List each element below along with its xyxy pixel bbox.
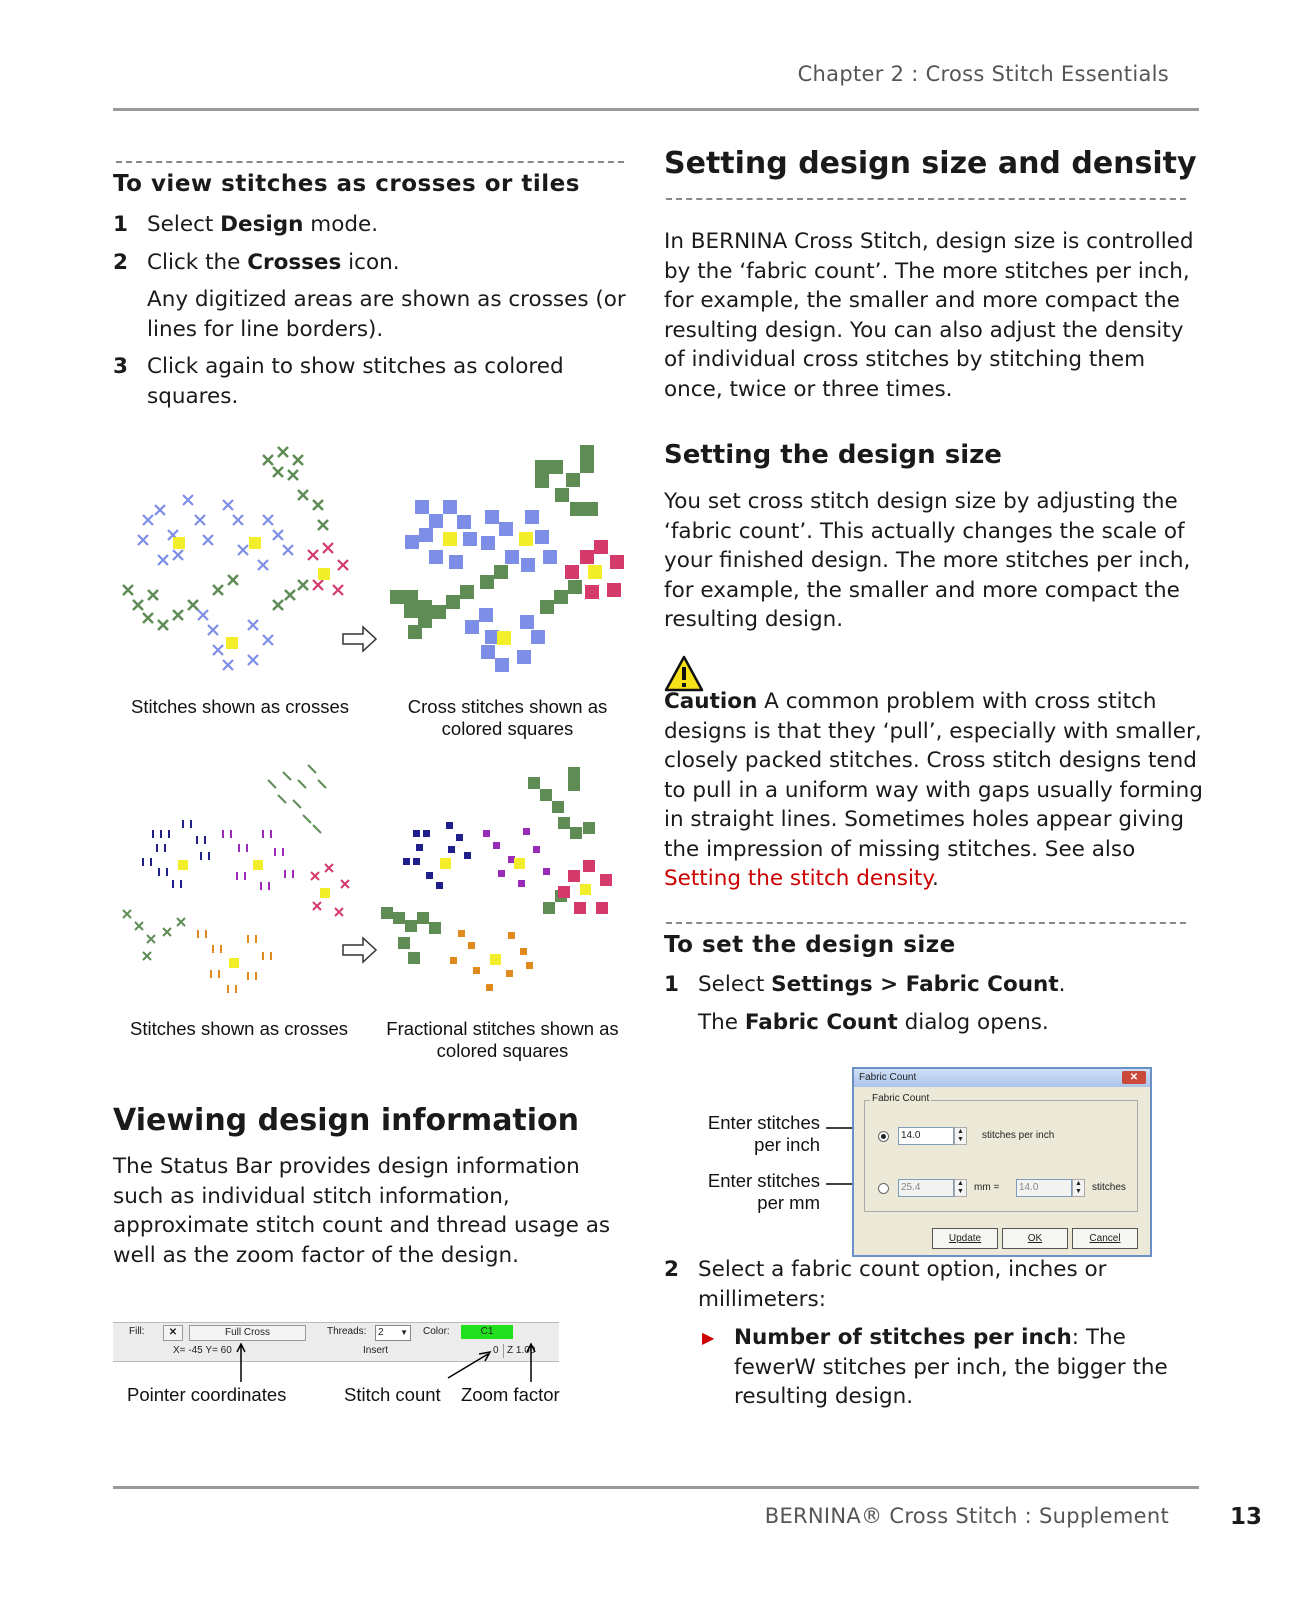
caution-paragraph [664, 687, 1204, 894]
step-bold: Crosses [247, 250, 342, 275]
section-divider [666, 198, 1186, 200]
step-1 [113, 210, 633, 240]
step-3 [113, 352, 633, 411]
close-icon[interactable]: ✕ [1122, 1071, 1146, 1084]
step-text: Select a fabric count option, inches or millimeters: [698, 1257, 1107, 1312]
intro-paragraph: In BERNINA Cross Stitch, design size is controlled by the ‘fabric count’. The more stitches per inch, for example, the smaller and more compact the resulting design. You can also adjust the density of individual cross stitches by stitching them once, twice or three times. [664, 229, 1194, 402]
step-text: Select [698, 972, 772, 997]
viewing-paragraph: The Status Bar provides design information such as individual stitch information, approximate stitch count and thread usage as well as the zoom factor of the design. [113, 1154, 611, 1268]
subsection-title-design-size: Setting the design size [664, 440, 1002, 470]
step-number: 1 [113, 212, 128, 237]
step-text: Select [147, 212, 221, 237]
flowers-squares-illustration [385, 440, 635, 700]
caption-pointer-coordinates: Pointer coordinates [127, 1384, 287, 1405]
stepper-stitches[interactable]: ▲ ▼ [1072, 1179, 1085, 1197]
unit-mm: mm = [974, 1182, 1000, 1193]
dialog-titlebar [854, 1069, 1150, 1087]
cancel-button[interactable]: Cancel [1072, 1228, 1138, 1249]
note-text-end: dialog opens. [897, 1010, 1049, 1035]
caption-fractional-crosses: Stitches shown as crosses [130, 1018, 348, 1039]
procedure-title: To set the design size [664, 932, 956, 958]
stitch-count: 0 [493, 1345, 499, 1356]
label-enter-stitches-per-inch: Enter stitches per inch [707, 1112, 820, 1155]
zoom-factor: Z 1.00 [503, 1344, 535, 1358]
fabric-count-dialog [852, 1067, 1152, 1257]
step-2-note: Any digitized areas are shown as crosses (or lines for line borders). [147, 287, 626, 342]
radio-per-inch[interactable] [878, 1131, 889, 1142]
threads-value: 2 [378, 1327, 384, 1338]
color-swatch[interactable]: C1 [461, 1325, 513, 1339]
flowers-crosses-illustration [113, 435, 373, 700]
procedure-divider [116, 161, 624, 163]
note-text: The [698, 1010, 745, 1035]
chapter-header: Chapter 2 : Cross Stitch Essentials [797, 62, 1169, 86]
stepper-per-inch[interactable]: ▲ ▼ [954, 1127, 967, 1145]
update-button[interactable]: Update [932, 1228, 998, 1249]
group-label: Fabric Count [872, 1093, 930, 1104]
step-text-end: icon. [341, 250, 400, 275]
footer-rule [113, 1486, 1199, 1489]
design-size-paragraph: You set cross stitch design size by adjusting the ‘fabric count’. This actually changes the scale of your finished design. The more stitches per inch, for example, the smaller and more compact the resulting design. [664, 489, 1191, 632]
stitch-type-button[interactable]: Full Cross [189, 1325, 306, 1341]
step-1-note [698, 1008, 1198, 1038]
mode-indicator: Insert [363, 1345, 389, 1356]
bullet-bold: Number of stitches per inch [734, 1325, 1072, 1350]
fill-button[interactable]: ✕ [163, 1325, 183, 1341]
ok-button[interactable]: OK [1002, 1228, 1068, 1249]
stitches-per-mm-input[interactable]: 14.0 [1016, 1179, 1072, 1197]
fractional-crosses-illustration [113, 760, 373, 1015]
caution-text: A common problem with cross stitch designs is that they ‘pull’, especially with smaller, closely packed stitches. Cross stitch designs tend to pull in a uniform way with gaps usually forming in straight lines. Sometimes holes appear giving the impression of missing stitches. See also [664, 689, 1203, 862]
threads-label: Threads: [327, 1326, 367, 1337]
mm-input[interactable]: 25.4 [898, 1179, 954, 1197]
step-text: Click again to show stitches as colored squares. [147, 354, 564, 409]
step-text-end: . [1058, 972, 1066, 997]
stepper-mm[interactable]: ▲ ▼ [954, 1179, 967, 1197]
bullet-item [704, 1323, 1204, 1412]
page-number: 13 [1229, 1504, 1262, 1530]
chevron-down-icon: ▼ [400, 1328, 408, 1337]
step-number: 3 [113, 354, 128, 379]
header-rule [113, 108, 1199, 111]
pointer-coordinates: X= -45 Y= 60 [173, 1345, 232, 1356]
stitch-density-link[interactable]: Setting the stitch density [664, 866, 933, 891]
arrow-right-icon [340, 936, 380, 966]
fill-label: Fill: [129, 1326, 145, 1337]
caution-label: Caution [664, 689, 758, 714]
step-number: 2 [113, 250, 128, 275]
dialog-title: Fabric Count [859, 1072, 917, 1083]
bullet-text: : The fewerW stitches per inch, the bigger the resulting design. [734, 1325, 1168, 1409]
label-enter-stitches-per-mm: Enter stitches per mm [707, 1170, 820, 1213]
step-bold: Settings > Fabric Count [771, 972, 1059, 997]
note-bold: Fabric Count [744, 1010, 898, 1035]
caption-crosses: Stitches shown as crosses [131, 696, 349, 717]
status-bar-callout-arrows [113, 1340, 563, 1390]
caption-stitch-count: Stitch count [344, 1384, 441, 1405]
arrow-right-icon [340, 625, 380, 655]
caption-squares: Cross stitches shown as colored squares [407, 696, 608, 739]
unit-stitches: stitches [1092, 1182, 1126, 1193]
step-bold: Design [220, 212, 304, 237]
footer-title: BERNINA® Cross Stitch : Supplement [764, 1504, 1169, 1528]
step-2 [664, 1255, 1204, 1314]
color-label: Color: [423, 1326, 450, 1337]
caption-fractional-squares: Fractional stitches shown as colored squares [386, 1018, 619, 1061]
step-text: Click the [147, 250, 248, 275]
section-title-viewing: Viewing design information [113, 1103, 580, 1138]
caution-end: . [932, 866, 939, 891]
triangle-bullet-icon: ▶ [702, 1328, 715, 1347]
step-2 [113, 248, 633, 278]
step-number: 2 [664, 1257, 679, 1282]
fractional-squares-illustration [378, 762, 633, 1012]
radio-per-mm[interactable] [878, 1183, 889, 1194]
threads-select[interactable] [375, 1325, 411, 1341]
step-text-end: mode. [303, 212, 379, 237]
procedure-divider [666, 922, 1186, 924]
step-number: 1 [664, 972, 679, 997]
unit-stitches-per-inch: stitches per inch [982, 1130, 1055, 1141]
procedure-title: To view stitches as crosses or tiles [113, 171, 580, 197]
step-1 [664, 970, 1204, 1000]
stitches-per-inch-input[interactable]: 14.0 [898, 1127, 954, 1145]
section-title-design-size-density: Setting design size and density [664, 146, 1197, 181]
caption-zoom-factor: Zoom factor [461, 1384, 560, 1405]
